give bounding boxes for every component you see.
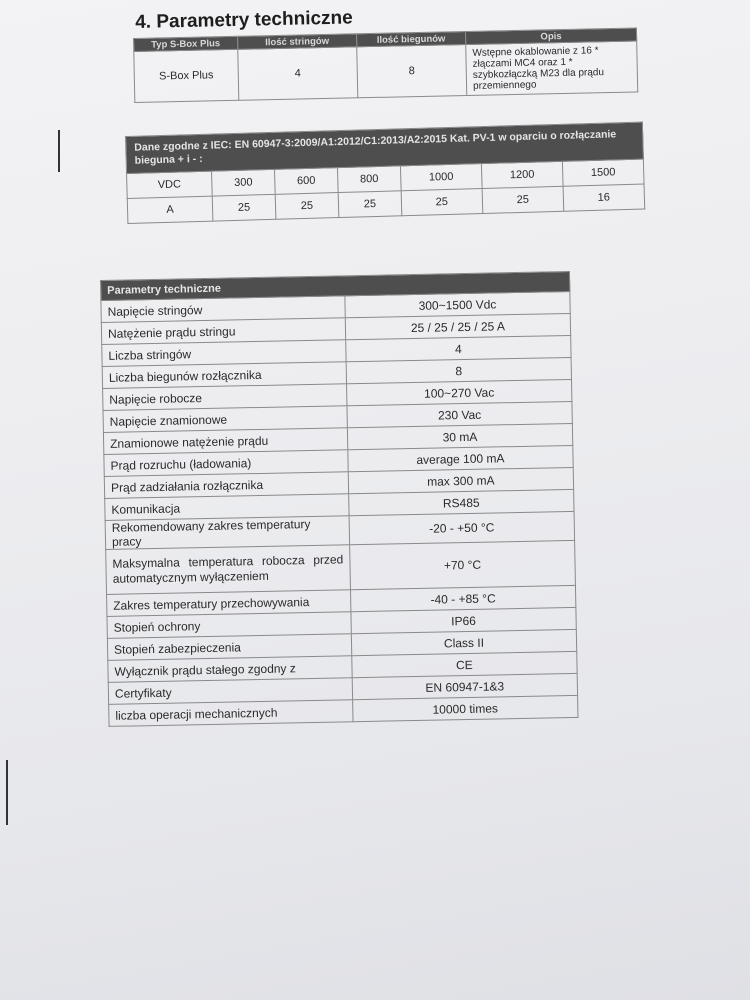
product-table xyxy=(133,27,638,103)
table-cell: A xyxy=(127,196,213,223)
param-value: -40 - +85 °C xyxy=(350,585,576,611)
param-label: Napięcie stringów xyxy=(101,296,345,323)
table-cell: VDC xyxy=(127,171,213,198)
binder-hole-mark xyxy=(6,760,8,825)
param-value: +70 °C xyxy=(350,540,576,589)
binder-hole-mark xyxy=(58,130,60,172)
param-label: Napięcie robocze xyxy=(103,384,347,411)
param-label: Napięcie znamionowe xyxy=(103,406,347,433)
table-header-cell: Typ S-Box Plus xyxy=(134,36,238,51)
technical-parameters-table xyxy=(100,271,578,727)
table-cell: 25 xyxy=(482,186,564,213)
iec-rating-table xyxy=(125,122,645,224)
param-value: 4 xyxy=(346,335,572,361)
param-label: Stopień zabezpieczenia xyxy=(107,634,351,661)
param-label: Liczba biegunów rozłącznika xyxy=(102,362,346,389)
table-cell: 800 xyxy=(337,166,401,193)
table-header-cell: Ilość stringów xyxy=(237,34,356,49)
table-cell: 300 xyxy=(212,169,276,196)
param-value: average 100 mA xyxy=(348,445,574,471)
table-cell: 600 xyxy=(274,168,338,195)
param-value: 25 / 25 / 25 / 25 A xyxy=(345,313,571,339)
table-cell: 4 xyxy=(238,47,358,100)
param-value: 30 mA xyxy=(347,423,573,449)
param-label: Certyfikaty xyxy=(108,678,352,705)
param-label: Prąd rozruchu (ładowania) xyxy=(104,450,348,477)
param-value: 300~1500 Vdc xyxy=(345,291,571,317)
section-title: 4. Parametry techniczne xyxy=(135,7,353,33)
param-label: Komunikacja xyxy=(105,494,349,521)
table-cell: 1500 xyxy=(562,159,644,186)
table-cell: 1200 xyxy=(481,161,563,188)
table-cell: S-Box Plus xyxy=(134,49,239,102)
table-cell: Wstępne okablowanie z 16 * złączami MC4 oraz 1 * szybkozłączką M23 dla prądu przemiennego xyxy=(466,41,638,96)
param-value: max 300 mA xyxy=(348,467,574,493)
table-cell: 16 xyxy=(563,184,645,211)
param-label: Prąd zadziałania rozłącznika xyxy=(104,472,348,499)
table-header-cell: Ilość biegunów xyxy=(356,32,465,47)
param-value: Class II xyxy=(351,629,577,655)
table-cell: 25 xyxy=(212,194,276,221)
param-label: Liczba stringów xyxy=(102,340,346,367)
table-cell: 25 xyxy=(275,193,339,220)
table-cell: 1000 xyxy=(400,164,482,191)
param-label: Stopień ochrony xyxy=(107,612,351,639)
table-cell: 25 xyxy=(338,191,402,218)
param-value: CE xyxy=(352,651,578,677)
param-value: IP66 xyxy=(351,607,577,633)
table-header: Dane zgodne z IEC: EN 60947-3:2009/A1:2012/C1:2013/A2:2015 Kat. PV-1 w oparciu o rozłączanie bieguna + i - : xyxy=(126,122,644,173)
param-label: liczba operacji mechanicznych xyxy=(109,700,353,727)
param-value: 10000 times xyxy=(352,695,578,721)
param-value: 100~270 Vac xyxy=(346,379,572,405)
param-label: Wyłącznik prądu stałego zgodny z xyxy=(108,656,352,683)
param-value: RS485 xyxy=(349,489,575,515)
param-label: Maksymalna temperatura robocza przed automatycznym wyłączeniem xyxy=(106,545,351,595)
param-label: Znamionowe natężenie prądu xyxy=(103,428,347,455)
param-value: 230 Vac xyxy=(347,401,573,427)
param-value: EN 60947-1&3 xyxy=(352,673,578,699)
param-label: Zakres temperatury przechowywania xyxy=(107,590,351,617)
param-label: Rekomendowany zakres temperatury pracy xyxy=(105,516,349,550)
param-value: -20 - +50 °C xyxy=(349,511,575,544)
table-header: Parametry techniczne xyxy=(101,271,570,300)
param-label: Natężenie prądu stringu xyxy=(101,318,345,345)
table-cell: 25 xyxy=(401,189,483,216)
table-cell: 8 xyxy=(357,45,467,98)
table-header-cell: Opis xyxy=(465,28,636,45)
param-value: 8 xyxy=(346,357,572,383)
